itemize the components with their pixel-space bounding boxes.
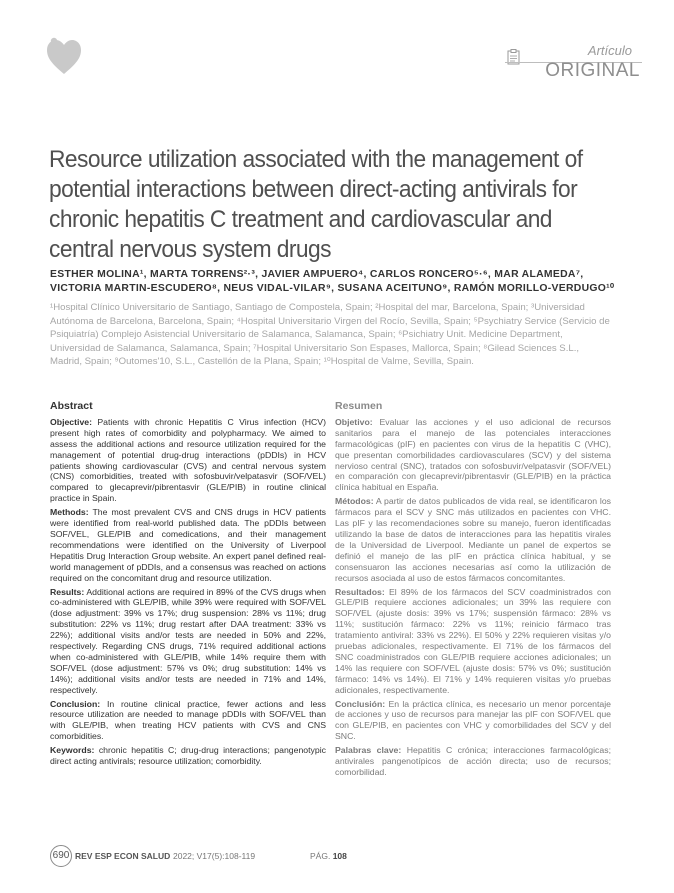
article-title: Resource utilization associated with the management of potential interactions between direct-acting antivirals for chronic hepatitis C treatment and cardiovascular and central nervous system drugs (49, 146, 583, 263)
keywords-text: chronic hepatitis C; drug-drug interactions; pangenotypic direct acting antivirals; resource utilization; comorbidity. (50, 745, 326, 767)
affiliations: ¹Hospital Clínico Universitario de Santiago, Santiago de Compostela, Spain; ²Hospital del mar, Barcelona, Spain; ³Universidad Autónoma de Barcelona, Barcelona, Spain; ⁴Hospital Universitario Virgen del Rocío, Sevilla, Spain; ⁵Psychiatry Service (Servicio de Psiquiatría) Complejo Asistencial Universitario de Salamanca, Salamanca, Spain; ⁶Psichiatry Unit. Medicine Department, Universidad de Salamanca, Salamanca, Spain; ⁷Hospital Universitario Son Espases, Mallorca, Spain; ⁸Gilead Sciences S.L., Madrid, Spain; ⁹Outomes'10, S.L., Castellón de la Plana, Spain; ¹⁰Hospital de Valme, Sevilla, Spain. (50, 302, 610, 368)
article-label: Artículo (587, 43, 632, 58)
article-type: ORIGINAL (545, 60, 640, 81)
abstract-objective (50, 417, 326, 504)
footer-page (310, 851, 347, 861)
resumen-metodos (335, 496, 611, 583)
abstract-heading: Abstract (50, 400, 93, 412)
palabras-text: Hepatitis C crónica; interacciones farmacológicas; antivirales pangenotípicos de acción directa; uso de recursos; comorbilidad. (335, 745, 611, 777)
methods-label: Methods: (50, 507, 89, 518)
conclusion-text: In routine clinical practice, fewer actions and less resource utilization are needed to manage pDDIs with SOF/VEL than with GLE/PIB, when treating HCV patients with CVS and CNS comorbidities. (50, 698, 326, 742)
resumen-palabras (335, 745, 611, 778)
abstract-methods (50, 507, 326, 583)
objective-text: Patients with chronic Hepatitis C Virus infection (HCV) present high rates of comorbidity and polypharmacy. We aimed to assess the additional actions and resource utilization required for the management of potential drug-drug interactions (pDDIs) in HCV patients showing cardiovascular (CVS) and central nervous system (CNS) comorbidities, treated with sofosbuvir/velpatasvir (SOF/VEL) compared to glecaprevir/pibrentasvir (GLE/PIB) in routine clinical practice in Spain. (50, 416, 326, 504)
abstract-conclusion (50, 699, 326, 743)
resultados-label: Resultados: (335, 586, 385, 597)
objective-label: Objective: (50, 416, 93, 427)
resumen-column (335, 401, 611, 781)
conclusion-es-text: En la práctica clínica, es necesario un menor porcentaje de acciones y uso de recursos para manejar las pIF con SOF/VEL que con GLE/PIB, en pacientes con VHC y comorbilidades del SCV y del SNC. (335, 698, 611, 742)
resumen-conclusion (335, 699, 611, 743)
footer-page-value: 108 (332, 851, 347, 861)
palabras-label: Palabras clave: (335, 745, 402, 756)
conclusion-es-label: Conclusión: (335, 698, 386, 709)
metodos-text: A partir de datos publicados de vida real, se identificaron los fármacos para el SCV y SNC más utilizados en pacientes con VHC. Las pIF y las recomendaciones sobre su manejo, fueron identificadas utilizando la base de datos de interacciones para las hepatitis virales de la Universidad de Liverpool. Mediante un panel de expertos se definió el manejo de las pIF en práctica clínica habitual, y se consensuaron las acciones necesarias así como la utilización de recursos asociada al uso de estos fármacos concomitantes. (335, 496, 611, 583)
resumen-objetivo (335, 417, 611, 493)
page-number-badge: 690 (50, 845, 72, 867)
abstract-column (50, 401, 326, 770)
footer-journal: REV ESP ECON SALUD (75, 851, 171, 861)
methods-text: The most prevalent CVS and CNS drugs in HCV patients were identified from real-world published data. The pDDIs between SOF/VEL, GLE/PIB and comedications, and their management recommendations were identified on the University of Liverpool Hepatitis Drug Interaction Group website. An expert panel defined real-world management of pDDIs, and a consensus was reached on actions required on the concomitant drug and resource utilization. (50, 507, 326, 583)
footer-page-label: PÁG. (310, 851, 331, 861)
abstract-results (50, 587, 326, 696)
abstract-keywords (50, 745, 326, 767)
objetivo-text: Evaluar las acciones y el uso adicional de recursos sanitarios para el manejo de las potenciales interacciones farmacológicas (pIF) en pacientes con virus de la hepatitis C (VHC), que presentan comorbilidades cardiovasculares (SCV) y del sistema nervioso central (SNC), tratados con sofosbuvir/velpatasvir (SOF/VEL) en comparación con glecaprevir/pibrentasvir (GLE/PIB) en la práctica clínica habitual en España. (335, 416, 611, 493)
metodos-label: Métodos: (335, 496, 374, 507)
authors: ESTHER MOLINA¹, MARTA TORRENS²·³, JAVIER AMPUERO⁴, CARLOS RONCERO⁵·⁶, MAR ALAMEDA⁷, VICTORIA MARTIN-ESCUDERO⁸, NEUS VIDAL-VILAR⁹, SUSANA ACEITUNO⁹, RAMÓN MORILLO-VERDUGO¹⁰ (50, 269, 615, 294)
resumen-resultados (335, 587, 611, 696)
journal-logo-heart-icon (46, 36, 82, 76)
objetivo-label: Objetivo: (335, 416, 373, 427)
keywords-label: Keywords: (50, 745, 95, 756)
resultados-text: El 89% de los fármacos del SCV coadministrados con GLE/PIB requiere acciones adicionales; un 39% las requiere con SOF/VEL (ajuste dosis: 39% vs 17%; suspensión fármaco: 28% vs 11%; sustitución fármaco: 22% vs 11%; reinicio fármaco tras tratamiento antiviral: 33% vs 22%). El 50% y 22% requieren visitas y/o pruebas adicionales, respectivamente. El 71% de los fármacos del SNC coadministrados con GLE/PIB requiere acciones adicionales; un 14% las requiere con SOF/VEL (ajuste dosis: 57% vs 0%; sustitución fármaco: 14% vs 14%). El 71% y 14% requieren visitas y/o pruebas adicionales, respectivamente. (335, 586, 611, 695)
resumen-heading: Resumen (335, 400, 383, 412)
conclusion-label: Conclusion: (50, 698, 101, 709)
results-label: Results: (50, 586, 85, 597)
results-text: Additional actions are required in 89% of the CVS drugs when co-administered with GLE/PIB, while 39% were required with SOF/VEL (dose adjustment: 39% vs 17%; drug suspension: 28% vs 11%; drug substitution: 22% vs 11%; drug restart after DAA treatment: 33% vs 22%); additional visits and/or tests are needed in 50% and 22%, respectively. Regarding CNS drugs, 71% required additional actions when co-administered with GLE/PIB, while 14% require them with SOF/VEL (dose adjustment: 57% vs 0%; drug substitution: 14% vs 14%); additional visits and/or tests are needed in 71% and 14%, respectively. (50, 586, 326, 695)
footer-reference: 2022; V17(5):108-119 (173, 851, 256, 861)
